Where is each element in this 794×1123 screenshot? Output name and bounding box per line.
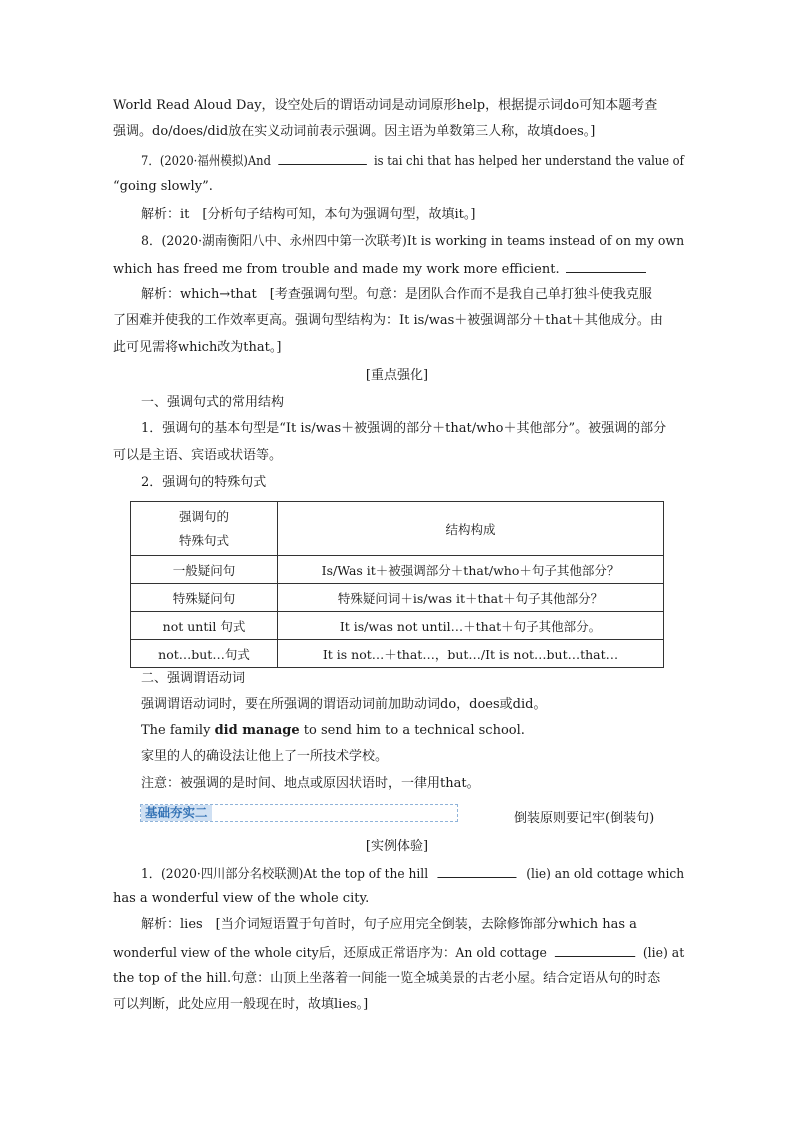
table-header-row xyxy=(131,502,664,556)
subheading-1: 一、强调句式的常用结构 xyxy=(141,395,285,410)
table-cell: 一般疑问句 xyxy=(131,556,278,584)
answer-1: 解析：lies [当介词短语置于句首时，句子应用完全倒装，去除修饰部分which has a xyxy=(141,917,637,932)
table-cell: It is not…＋that…，but…/It is not…but…that… xyxy=(278,640,664,668)
question-1-cont: has a wonderful view of the whole city. xyxy=(113,891,370,906)
table-cell: Is/Was it＋被强调部分＋that/who＋句子其他部分？ xyxy=(278,556,664,584)
question-1-stem: 1．(2020·四川部分名校联测)At the top of the hill xyxy=(141,867,429,882)
answer-blank xyxy=(438,864,517,878)
question-8-rest: which has freed me from trouble and made my work more efficient. xyxy=(113,262,560,277)
answer-blank xyxy=(566,259,646,273)
question-8-cont xyxy=(113,259,646,279)
table-row xyxy=(131,612,664,640)
question-7-stem: 7．(2020·福州模拟)And xyxy=(141,154,271,169)
point-1: 1．强调句的基本句型是“It is/was＋被强调的部分＋that/who＋其他部分”。被强调的部分 xyxy=(141,421,667,436)
answer-1-text: (lie) at xyxy=(642,946,685,961)
answer-8-cont: 了困难并使我的工作效率更高。强调句型结构为：It is/was＋被强调部分＋that＋其他成分。由 xyxy=(113,313,663,328)
example-translation: 家里的人的确设法让他上了一所技术学校。 xyxy=(141,749,389,764)
text-line: “going slowly”. xyxy=(113,179,213,194)
table-cell: It is/was not until…＋that＋句子其他部分。 xyxy=(278,612,664,640)
question-7-rest: is tai chi that has helped her understand the value of xyxy=(373,154,684,169)
section-badge xyxy=(140,804,458,822)
point-1-cont: 可以是主语、宾语或状语等。 xyxy=(113,448,283,463)
question-8: 8．(2020·湖南衡阳八中、永州四中第一次联考)It is working in teams instead of on my own xyxy=(141,234,685,249)
table-row xyxy=(131,556,664,584)
question-7 xyxy=(141,151,684,171)
answer-1-cont xyxy=(113,943,684,963)
answer-blank xyxy=(278,151,367,165)
example-emphasis: did manage xyxy=(214,723,300,738)
text-line: World Read Aloud Day，设空处后的谓语动词是动词原形help，根据提示词do可知本题考查 xyxy=(113,98,658,113)
table-cell: 特殊疑问句 xyxy=(131,584,278,612)
section-badge-label: 基础夯实二 xyxy=(141,805,212,821)
point-2: 2．强调句的特殊句式 xyxy=(141,475,267,490)
question-1-rest: (lie) an old cottage which xyxy=(526,867,685,882)
table-cell: not…but…句式 xyxy=(131,640,278,668)
example-part: to send him to a technical school. xyxy=(303,723,525,738)
text-line: 强调。do/does/did放在实义动词前表示强调。因主语为单数第三人称，故填does。] xyxy=(113,124,596,139)
note: 注意：被强调的是时间、地点或原因状语时，一律用that。 xyxy=(141,776,480,791)
question-1 xyxy=(141,864,684,884)
table-row xyxy=(131,584,664,612)
answer-8: 解析：which→that [考查强调句型。句意：是团队合作而不是我自己单打独斗使我克服 xyxy=(141,287,652,302)
point-3: 强调谓语动词时，要在所强调的谓语动词前加助动词do，does或did。 xyxy=(141,697,547,712)
section-heading-key: [重点强化] xyxy=(365,368,429,383)
example-part: The family xyxy=(141,723,211,738)
answer-1-text: wonderful view of the whole city后，还原成正常语序为：An old cottage xyxy=(113,946,547,961)
section-heading-examples: [实例体验] xyxy=(365,839,429,854)
header-text: 强调句的 xyxy=(178,508,229,524)
answer-7: 解析：it [分析句子结构可知，本句为强调句型，故填it。] xyxy=(141,207,476,222)
answer-1-cont: the top of the hill.句意：山顶上坐落着一间能一览全城美景的古老小屋。结合定语从句的时态 xyxy=(113,971,661,986)
table-cell: not until 句式 xyxy=(131,612,278,640)
example-sentence xyxy=(141,722,525,740)
table-row xyxy=(131,640,664,668)
subheading-2: 二、强调谓语动词 xyxy=(141,671,246,686)
section-badge-title: 倒装原则要记牢(倒装句) xyxy=(514,811,655,826)
table-cell: 特殊疑问词＋is/was it＋that＋句子其他部分？ xyxy=(278,584,664,612)
table-header-cell: 结构构成 xyxy=(278,502,664,556)
table-header-cell xyxy=(131,502,278,556)
special-sentence-table xyxy=(130,501,664,668)
answer-blank xyxy=(555,943,635,957)
header-text: 特殊句式 xyxy=(178,532,229,548)
answer-8-cont: 此可见需将which改为that。] xyxy=(113,340,282,355)
answer-1-cont: 可以判断，此处应用一般现在时，故填lies。] xyxy=(113,997,369,1012)
